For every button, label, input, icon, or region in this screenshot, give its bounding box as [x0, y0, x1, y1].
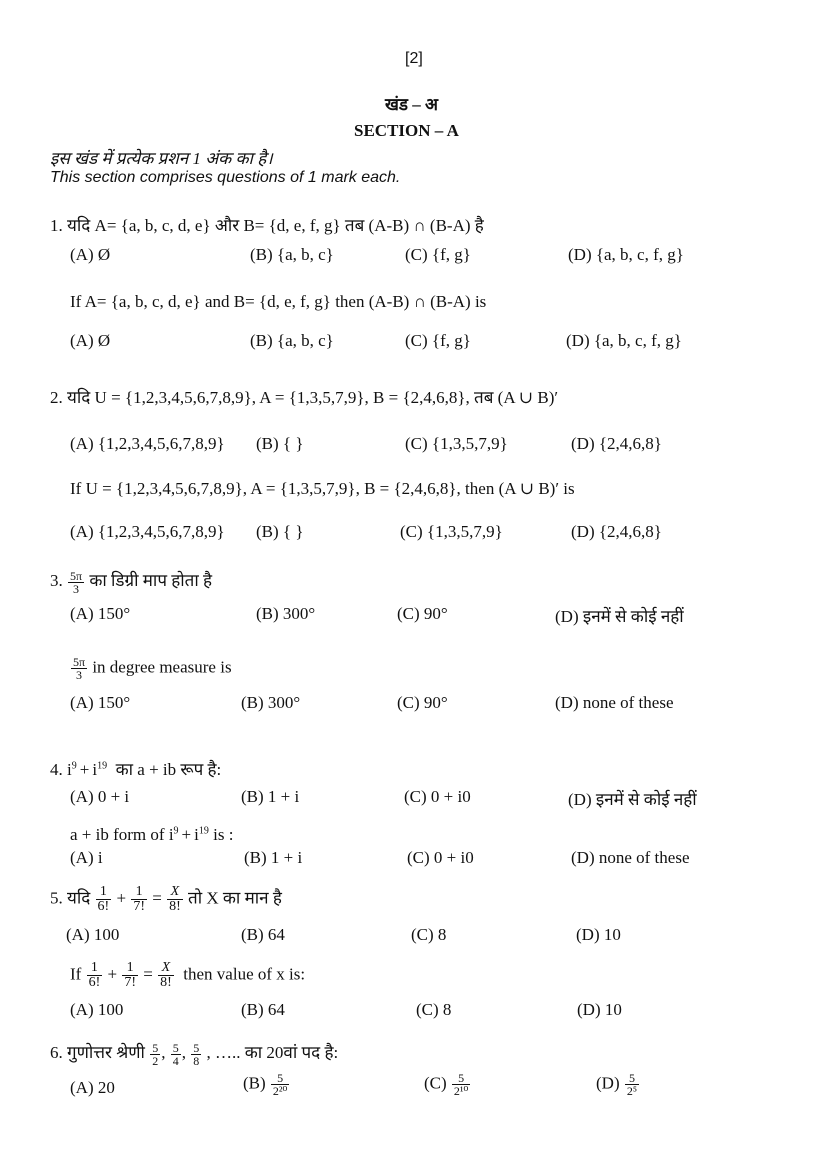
fraction-1-over-7-factorial: $\frac{1}{7!}$	[124, 960, 137, 990]
fraction-5pi-over-3: $\frac{5\pi}{3}$	[70, 568, 83, 596]
question-number: 4.	[50, 760, 63, 779]
option-a: (A) {1,2,3,4,5,6,7,8,9}	[70, 434, 225, 453]
fraction-x-over-8-factorial: $\frac{X}{8!}$	[169, 884, 181, 914]
option-c: (C) {1,3,5,7,9}	[405, 434, 508, 453]
option-a: (A) i	[70, 848, 103, 867]
option-b: (B) 300°	[241, 693, 301, 712]
option-d: (D) none of these	[571, 848, 690, 867]
question-text-hindi: , ….. का 20वां पद है:	[206, 1043, 339, 1062]
option-a: (A) 20	[70, 1078, 115, 1097]
option-b: (B) { }	[256, 522, 304, 541]
question-text: a + ib form of	[70, 825, 165, 844]
question-text: If A= {a, b, c, d, e} and B= {d, e, f, g} then (A-B) ∩ (B-A) is	[70, 292, 487, 311]
fraction-1-over-6-factorial: $\frac{1}{6!}$	[88, 960, 101, 990]
question-text-hindi: यदि A= {a, b, c, d, e} और B= {d, e, f, g} तब (A-B) ∩ (B-A) है	[67, 216, 484, 235]
section-title-hindi: खंड – अ	[385, 95, 438, 114]
option-b: (B) {a, b, c}	[250, 331, 334, 350]
option-c: (C) 0 + i0	[404, 787, 471, 806]
fraction-1-over-7-factorial: $\frac{1}{7!}$	[133, 884, 145, 914]
page-number: [2]	[405, 50, 423, 67]
option-b: (B) 64	[241, 1000, 285, 1019]
option-c: (C) {f, g}	[405, 331, 471, 350]
instructions-hindi: इस खंड में प्रत्येक प्रशन 1 अंक का है।	[50, 149, 273, 168]
term-5-over-2: $\frac{5}{2}$	[152, 1040, 159, 1068]
option-c: (C) 8	[411, 925, 447, 944]
option-b: (B) $\frac{5}{\text{2²⁰}}$	[243, 1071, 288, 1098]
question-number: 3.	[50, 571, 63, 590]
option-d-fraction: $\frac{5}{\text{2⁵}}$	[626, 1071, 638, 1098]
option-b: (B) { }	[256, 434, 304, 453]
option-a: (A) 100	[70, 1000, 124, 1019]
option-b: (B) 300°	[256, 604, 316, 623]
option-d: (D) {2,4,6,8}	[571, 522, 662, 541]
option-c: (C) 90°	[397, 693, 448, 712]
option-c: (C) 0 + i0	[407, 848, 474, 867]
question-number: 5.	[50, 888, 63, 908]
option-d: (D) {a, b, c, f, g}	[568, 245, 684, 264]
fraction-1-over-6-factorial: $\frac{1}{6!}$	[97, 884, 110, 914]
question-text-suffix: is :	[213, 825, 234, 844]
term-5-over-8: $\frac{5}{8}$	[193, 1040, 200, 1068]
plus-sign: +	[116, 888, 127, 908]
question-text: then value of x is:	[183, 964, 306, 984]
option-d: (D) इनमें से कोई नहीं	[568, 790, 697, 809]
option-d: (D) 10	[576, 925, 621, 944]
question-text: If U = {1,2,3,4,5,6,7,8,9}, A = {1,3,5,7,9}, B = {2,4,6,8}, then (A ∪ B)′ is	[70, 479, 575, 498]
question-text: in degree measure is	[92, 657, 232, 677]
option-a: (A) 100	[66, 925, 120, 944]
question-text-hindi: यदि U = {1,2,3,4,5,6,7,8,9}, A = {1,3,5,7,9}, B = {2,4,6,8}, तब (A ∪ B)′	[67, 388, 559, 407]
option-c: (C) {1,3,5,7,9}	[400, 522, 503, 541]
option-d: (D) none of these	[555, 693, 674, 712]
option-d: (D) $\frac{5}{\text{2⁵}}$	[596, 1071, 638, 1098]
question-text-hindi: का a + ib रूप है:	[115, 760, 222, 779]
option-c: (C) {f, g}	[405, 245, 471, 264]
equals-sign: =	[152, 888, 162, 908]
expression: $i^9 + i^{19}$	[168, 825, 209, 844]
option-c: (C) $\frac{5}{\text{2¹⁰}}$	[424, 1071, 469, 1098]
question-text-hindi: का डिग्री माप होता है	[89, 571, 213, 590]
fraction-5pi-over-3: $\frac{5\pi}{3}$	[73, 655, 86, 682]
option-b: (B) 1 + i	[241, 787, 300, 806]
question-number: 2.	[50, 388, 63, 407]
option-d: (D) इनमें से कोई नहीं	[555, 607, 684, 626]
expression: $i^9 + i^{19}$	[67, 760, 108, 779]
fraction-x-over-8-factorial: $\frac{X}{8!}$	[160, 960, 172, 990]
plus-sign: +	[107, 964, 118, 984]
option-a: (A) 150°	[70, 604, 131, 623]
question-text-hindi-prefix: यदि	[67, 888, 91, 908]
equals-sign: =	[143, 964, 153, 984]
option-b: (B) {a, b, c}	[250, 245, 334, 264]
question-text-hindi-prefix: गुणोत्तर श्रेणी	[67, 1043, 145, 1062]
option-c: (C) 8	[416, 1000, 452, 1019]
option-b: (B) 64	[241, 925, 285, 944]
option-c: (C) 90°	[397, 604, 448, 623]
question-number: 1.	[50, 216, 63, 235]
option-b-fraction: $\frac{5}{\text{2²⁰}}$	[272, 1071, 288, 1098]
option-c-fraction: $\frac{5}{\text{2¹⁰}}$	[453, 1071, 469, 1098]
question-text-hindi: तो X का मान है	[188, 888, 282, 908]
question-number: 6.	[50, 1043, 63, 1062]
option-a: (A) Ø	[70, 245, 111, 264]
option-d: (D) 10	[577, 1000, 622, 1019]
option-a: (A) 150°	[70, 693, 131, 712]
option-b: (B) 1 + i	[244, 848, 303, 867]
option-a: (A) 0 + i	[70, 787, 130, 806]
instructions: This section comprises questions of 1 mark each.	[50, 169, 401, 186]
option-d: (D) {a, b, c, f, g}	[566, 331, 682, 350]
option-a: (A) Ø	[70, 331, 111, 350]
term-5-over-4: $\frac{5}{4}$	[172, 1040, 179, 1068]
option-a: (A) {1,2,3,4,5,6,7,8,9}	[70, 522, 225, 541]
option-d: (D) {2,4,6,8}	[571, 434, 662, 453]
section-title: SECTION – A	[354, 121, 459, 140]
question-text-prefix: If	[70, 964, 82, 984]
